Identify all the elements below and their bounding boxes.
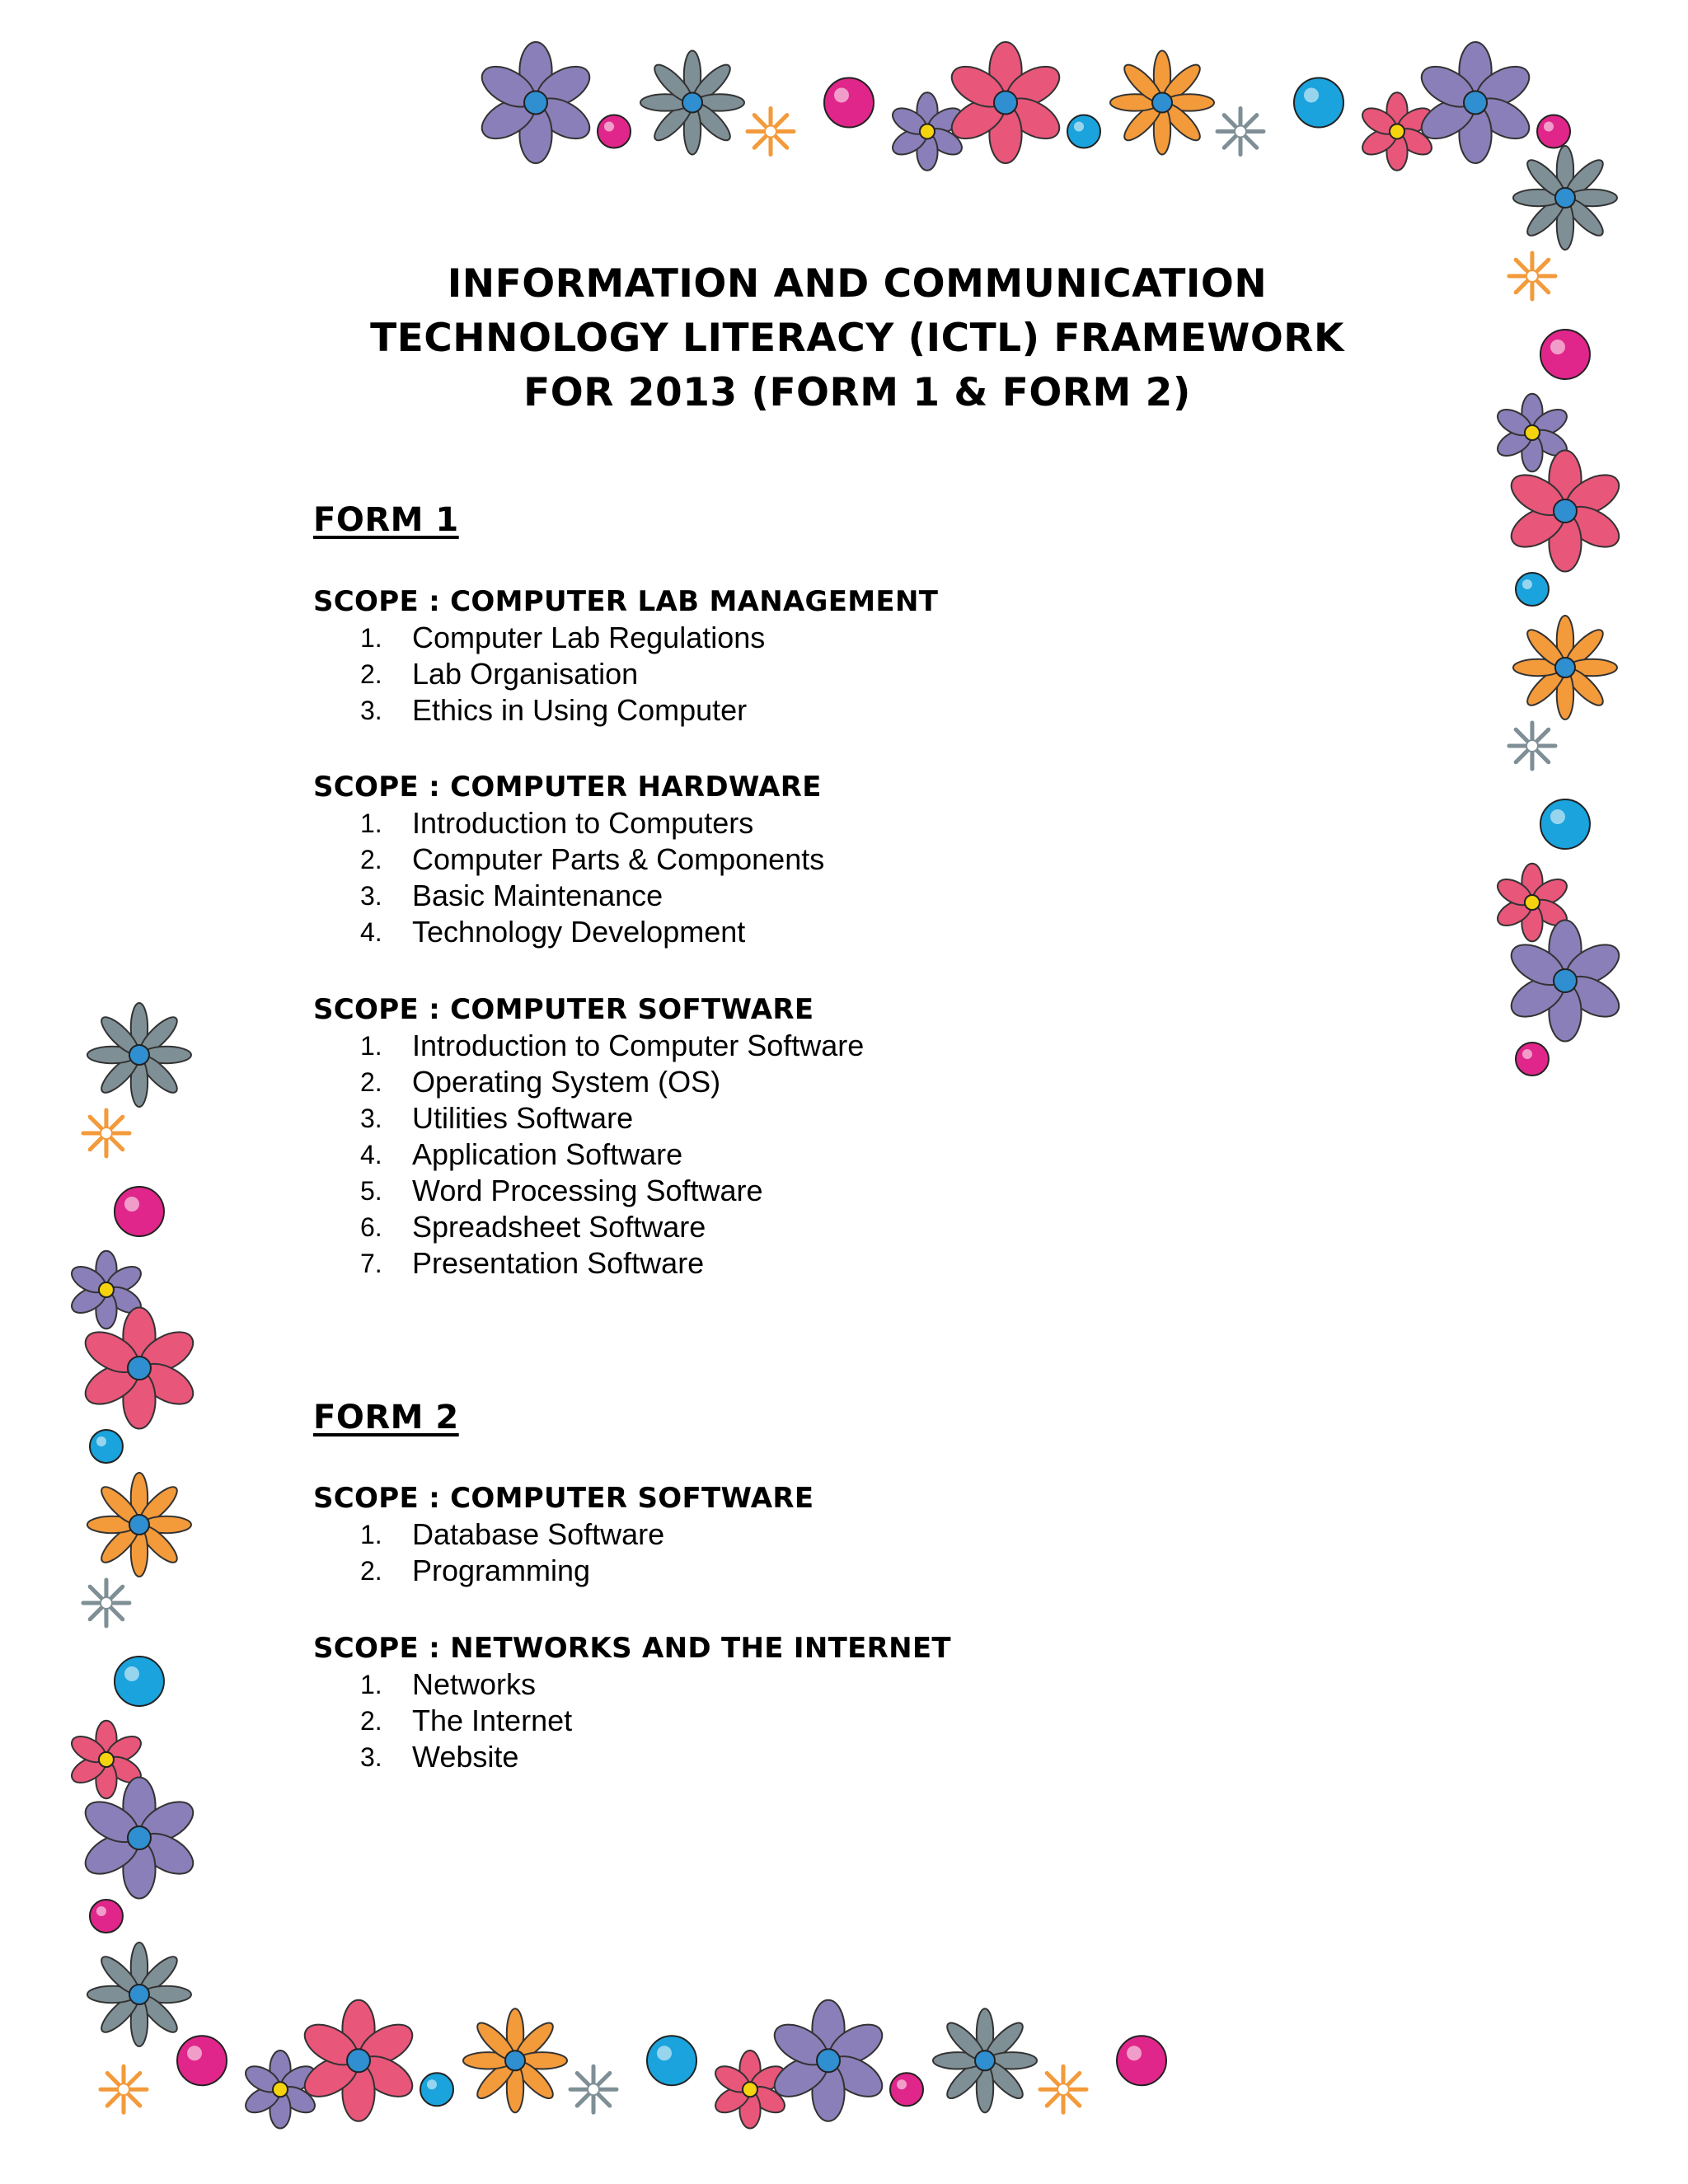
list-item xyxy=(313,1173,814,1209)
list-item xyxy=(313,620,938,656)
item-text: Application Software xyxy=(412,1137,683,1171)
scope-heading: SCOPE : COMPUTER SOFTWARE xyxy=(313,1482,814,1515)
scope-heading: SCOPE : COMPUTER HARDWARE xyxy=(313,771,822,804)
scope-topic-list xyxy=(313,1516,814,1589)
item-number: 3. xyxy=(360,881,382,911)
list-item xyxy=(313,805,822,841)
form-2-scope-software xyxy=(313,1480,814,1589)
item-text: Ethics in Using Computer xyxy=(412,693,748,727)
item-text: The Internet xyxy=(412,1704,573,1737)
list-item xyxy=(313,1703,951,1739)
list-item xyxy=(313,1100,814,1137)
item-text: Introduction to Computer Software xyxy=(412,1029,865,1062)
item-number: 2. xyxy=(360,845,382,874)
item-number: 2. xyxy=(360,1067,382,1097)
form-2-heading: FORM 2 xyxy=(313,1399,459,1436)
item-number: 1. xyxy=(360,1670,382,1699)
list-item xyxy=(313,1028,865,1064)
item-number: 2. xyxy=(360,659,382,689)
scope-topic-list xyxy=(313,805,825,950)
list-item xyxy=(313,1739,951,1775)
item-number: 3. xyxy=(360,1104,382,1133)
form-1-scope-lab-management xyxy=(313,583,938,729)
item-text: Basic Maintenance xyxy=(412,879,663,912)
list-item xyxy=(313,1245,814,1282)
list-item xyxy=(313,878,822,914)
item-number: 5. xyxy=(360,1176,382,1206)
item-number: 3. xyxy=(360,1742,382,1772)
list-item xyxy=(313,914,822,950)
list-item xyxy=(313,1137,814,1173)
list-item xyxy=(313,1553,814,1589)
scope-heading: SCOPE : NETWORKS AND THE INTERNET xyxy=(313,1632,951,1665)
item-number: 1. xyxy=(360,1520,382,1549)
item-number: 4. xyxy=(360,917,382,947)
title-line-1: INFORMATION AND COMMUNICATION xyxy=(447,261,1268,307)
item-text: Introduction to Computers xyxy=(412,806,754,840)
list-item xyxy=(313,841,825,878)
item-number: 1. xyxy=(360,808,382,838)
item-text: Spreadsheet Software xyxy=(412,1210,706,1244)
list-item xyxy=(313,692,938,729)
scope-topic-list xyxy=(313,1666,951,1775)
form-1-scope-hardware xyxy=(313,769,825,950)
item-text: Website xyxy=(412,1740,519,1774)
title-line-3: FOR 2013 (FORM 1 & FORM 2) xyxy=(523,370,1191,415)
item-text: Database Software xyxy=(412,1517,665,1551)
form-1-heading: FORM 1 xyxy=(313,501,459,539)
item-number: 4. xyxy=(360,1140,382,1169)
item-text: Networks xyxy=(412,1667,537,1701)
scope-heading: SCOPE : COMPUTER SOFTWARE xyxy=(313,993,814,1026)
scope-topic-list xyxy=(313,1028,865,1282)
list-item xyxy=(313,1064,814,1100)
list-item xyxy=(313,1666,951,1703)
item-number: 7. xyxy=(360,1249,382,1278)
item-text: Technology Development xyxy=(412,915,746,949)
list-item xyxy=(313,1209,814,1245)
item-text: Presentation Software xyxy=(412,1246,705,1280)
item-text: Word Processing Software xyxy=(412,1174,763,1207)
form-2-scope-networks xyxy=(313,1630,951,1775)
list-item xyxy=(313,1516,814,1553)
item-text: Lab Organisation xyxy=(412,657,639,691)
list-item xyxy=(313,656,938,692)
item-number: 2. xyxy=(360,1706,382,1736)
item-text: Computer Parts & Components xyxy=(412,842,825,876)
title-line-2: TECHNOLOGY LITERACY (ICTL) FRAMEWORK xyxy=(370,316,1344,361)
item-text: Utilities Software xyxy=(412,1101,634,1135)
scope-heading: SCOPE : COMPUTER LAB MANAGEMENT xyxy=(313,585,939,618)
item-number: 1. xyxy=(360,623,382,653)
item-text: Computer Lab Regulations xyxy=(412,621,766,654)
item-number: 3. xyxy=(360,696,382,725)
item-number: 6. xyxy=(360,1212,382,1242)
item-number: 2. xyxy=(360,1556,382,1586)
item-text: Programming xyxy=(412,1554,591,1587)
page-title xyxy=(247,257,1467,420)
item-number: 1. xyxy=(360,1031,382,1061)
scope-topic-list xyxy=(313,620,938,729)
item-text: Operating System (OS) xyxy=(412,1065,721,1099)
form-1-scope-software xyxy=(313,991,865,1282)
